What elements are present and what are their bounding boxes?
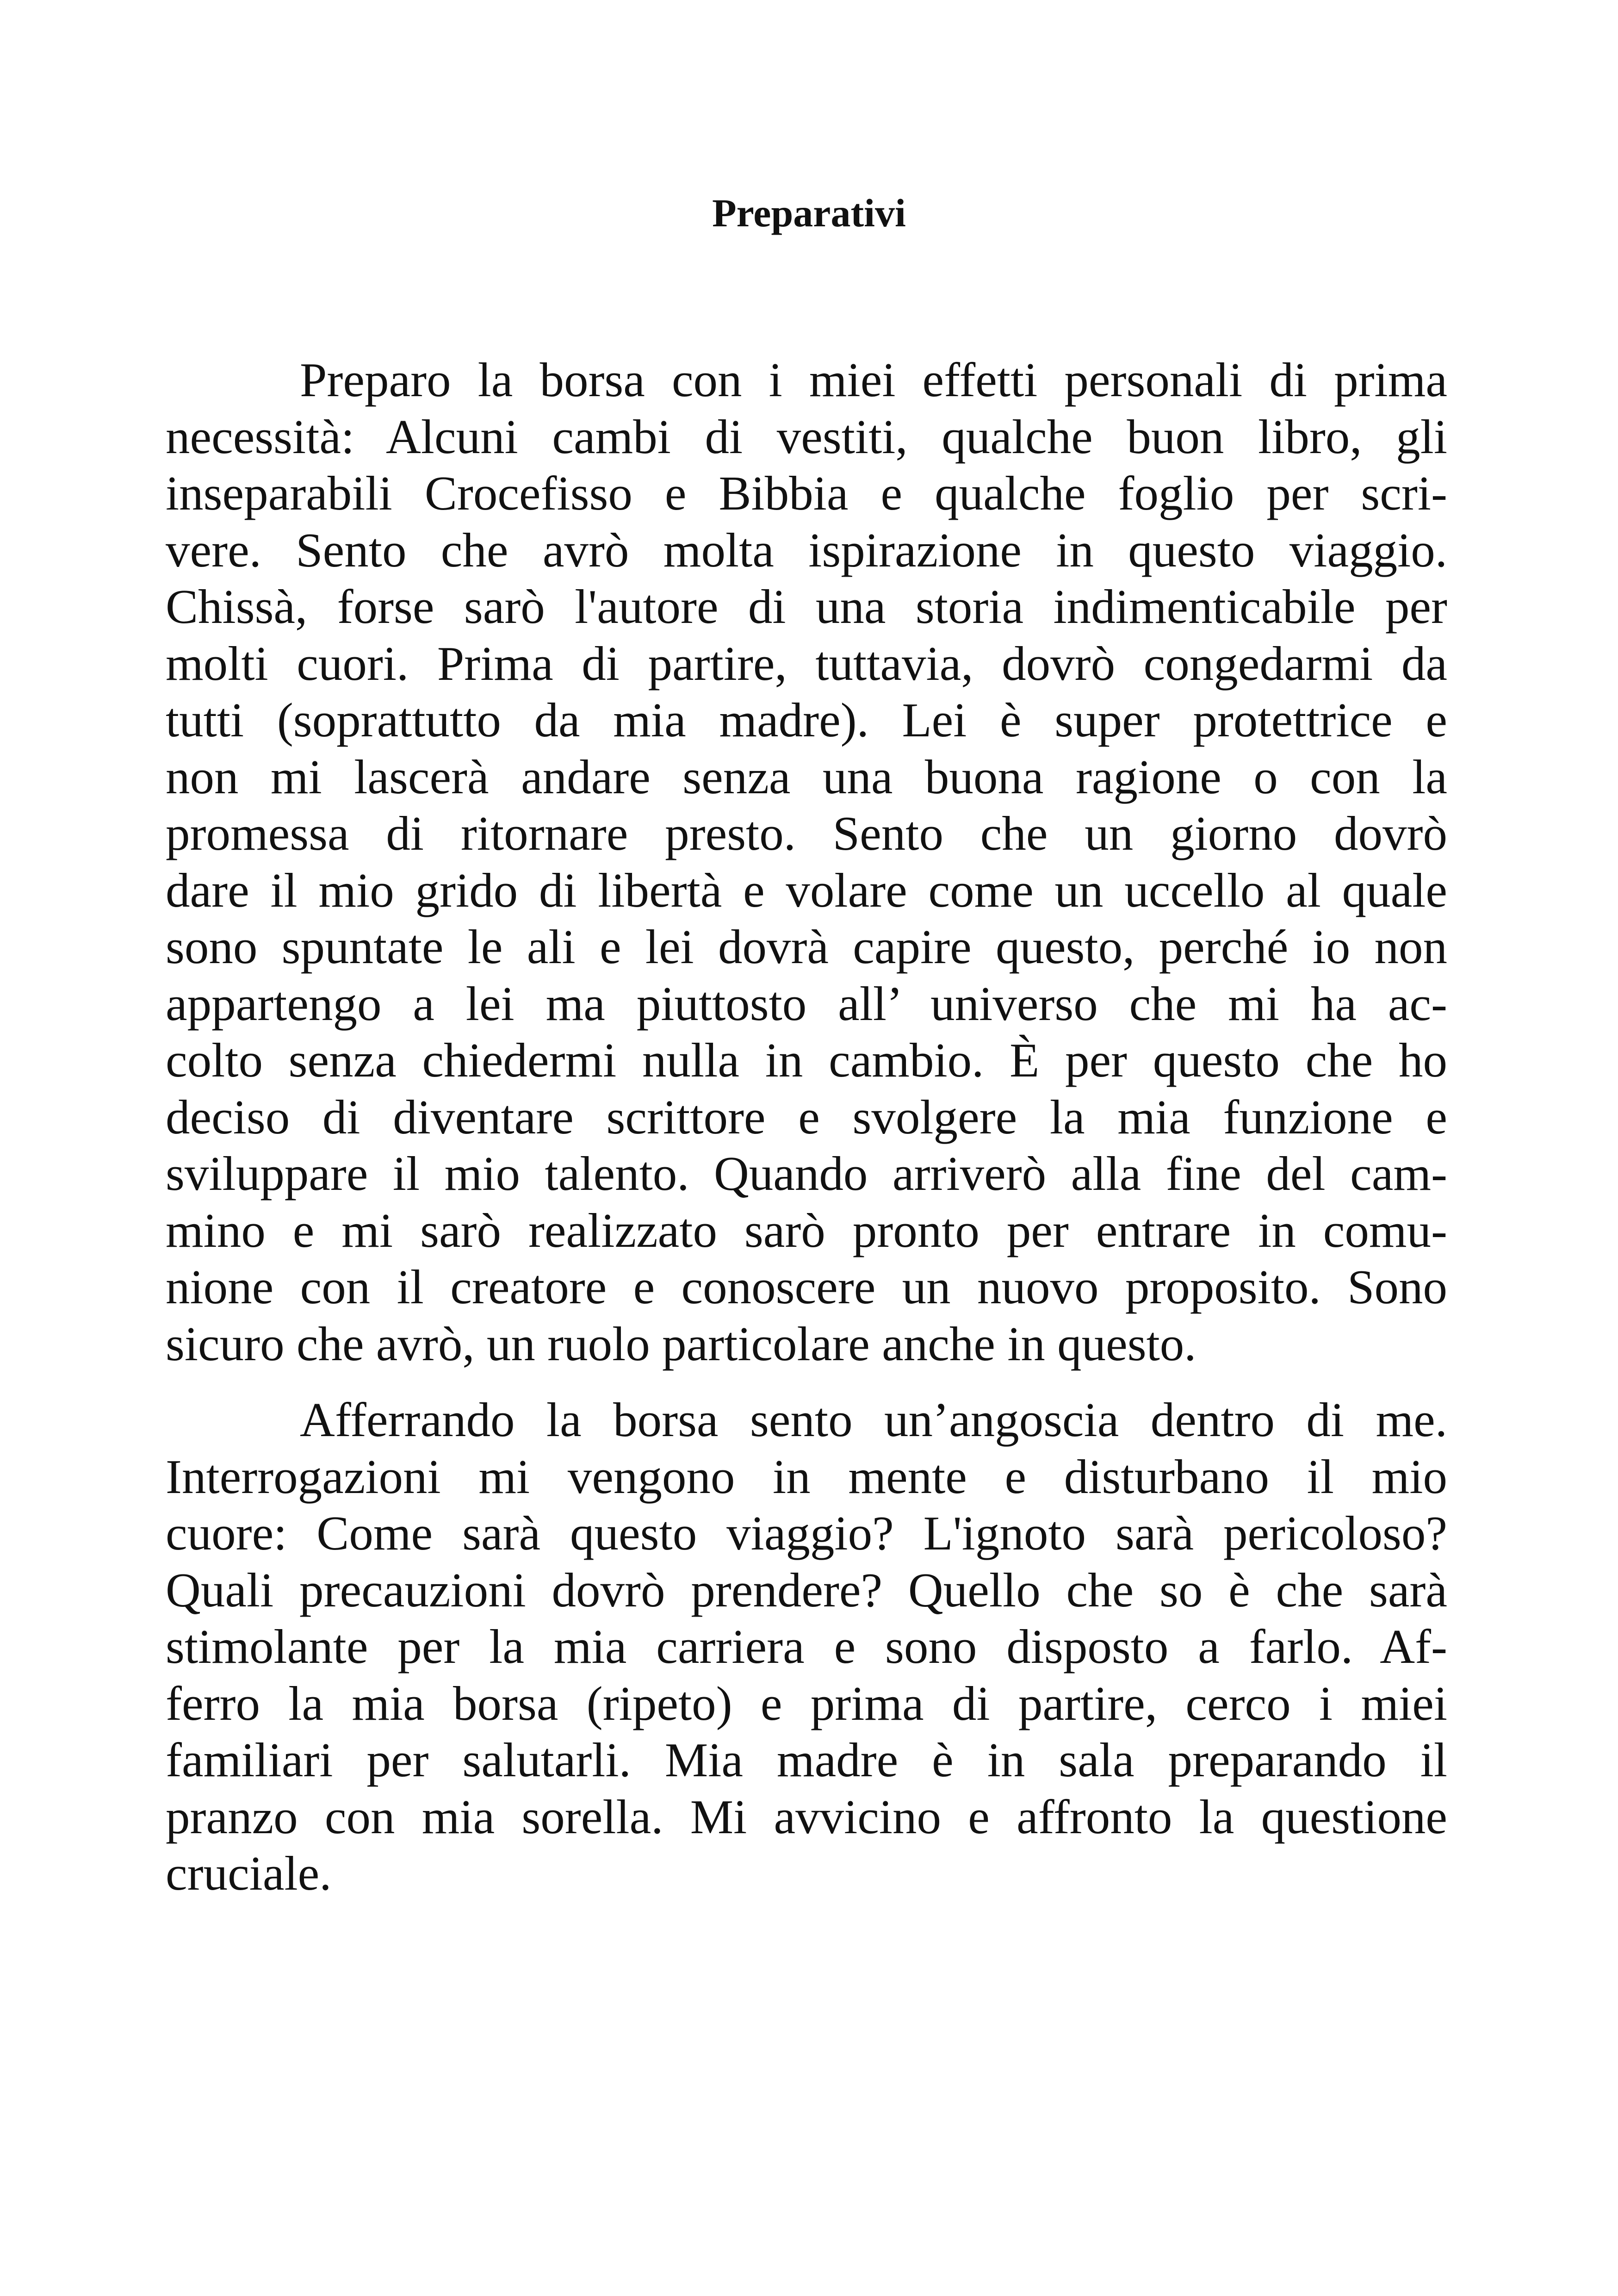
text-line: mino e mi sarò realizzato sarò pronto per entrare in comu- bbox=[166, 1203, 1447, 1257]
text-line: sicuro che avrò, un ruolo particolare anche in questo. bbox=[166, 1316, 1196, 1371]
chapter-title: Preparativi bbox=[712, 191, 906, 235]
text-line: dare il mio grido di libertà e volare come un uccello al quale bbox=[166, 863, 1447, 917]
text-line: promessa di ritornare presto. Sento che un giorno dovrò bbox=[166, 806, 1447, 860]
text-line: ferro la mia borsa (ripeto) e prima di partire, cerco i miei bbox=[166, 1676, 1447, 1730]
paragraph bbox=[166, 352, 1447, 1372]
text-line: sono spuntate le ali e lei dovrà capire questo, perché io non bbox=[166, 920, 1447, 974]
text-line: Preparo la borsa con i miei effetti personali di prima bbox=[300, 353, 1447, 407]
text-line: tutti (soprattutto da mia madre). Lei è super protettrice e bbox=[166, 693, 1447, 747]
text-line: familiari per salutarli. Mia madre è in sala preparando il bbox=[166, 1733, 1447, 1787]
chapter-body bbox=[166, 352, 1447, 1902]
text-line: necessità: Alcuni cambi di vestiti, qualche buon libro, gli bbox=[166, 409, 1447, 464]
text-line: cruciale. bbox=[166, 1846, 332, 1900]
text-line: colto senza chiedermi nulla in cambio. È per questo che ho bbox=[166, 1033, 1447, 1087]
text-line: deciso di diventare scrittore e svolgere la mia funzione e bbox=[166, 1089, 1447, 1144]
text-line: stimolante per la mia carriera e sono disposto a farlo. Af- bbox=[166, 1619, 1447, 1674]
text-line: sviluppare il mio talento. Quando arriverò alla fine del cam- bbox=[166, 1146, 1447, 1201]
text-line: inseparabili Crocefisso e Bibbia e qualche foglio per scri- bbox=[166, 466, 1447, 520]
text-line: vere. Sento che avrò molta ispirazione in questo viaggio. bbox=[166, 523, 1447, 577]
text-line: Chissà, forse sarò l'autore di una storia indimenticabile per bbox=[166, 579, 1447, 634]
text-line: nione con il creatore e conoscere un nuovo proposito. Sono bbox=[166, 1260, 1447, 1314]
text-line: non mi lascerà andare senza una buona ragione o con la bbox=[166, 749, 1447, 804]
text-line: Afferrando la borsa sento un’angoscia dentro di me. bbox=[300, 1393, 1447, 1447]
text-line: Quali precauzioni dovrò prendere? Quello che so è che sarà bbox=[166, 1562, 1447, 1617]
text-line: appartengo a lei ma piuttosto all’ universo che mi ha ac- bbox=[166, 976, 1447, 1031]
paragraph bbox=[166, 1392, 1447, 1902]
text-line: molti cuori. Prima di partire, tuttavia, dovrò congedarmi da bbox=[166, 636, 1447, 691]
text-line: pranzo con mia sorella. Mi avvicino e affronto la questione bbox=[166, 1789, 1447, 1844]
text-line: Interrogazioni mi vengono in mente e disturbano il mio bbox=[166, 1449, 1447, 1504]
text-line: cuore: Come sarà questo viaggio? L'ignoto sarà pericoloso? bbox=[166, 1506, 1447, 1560]
